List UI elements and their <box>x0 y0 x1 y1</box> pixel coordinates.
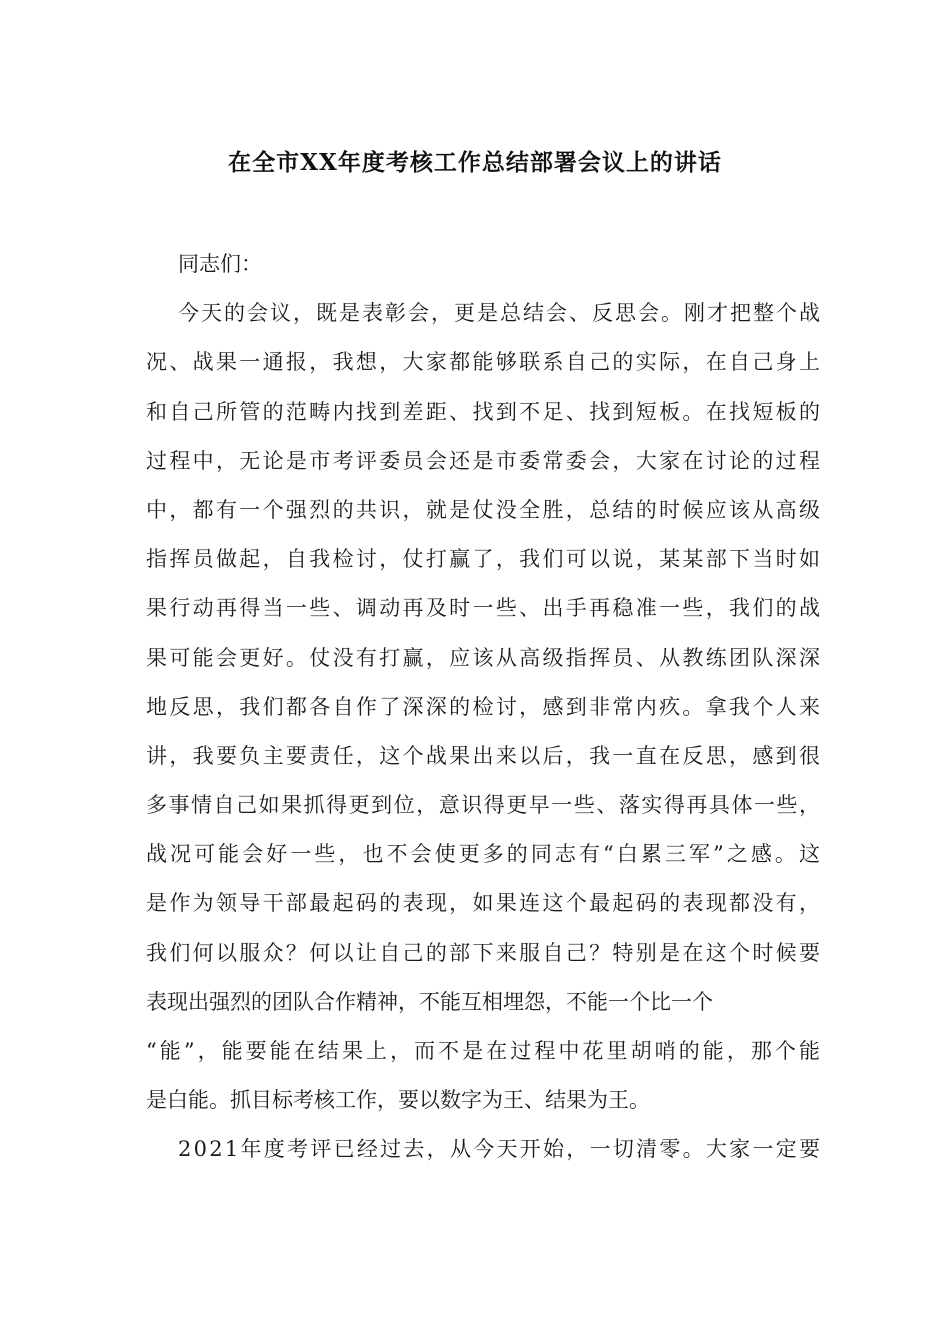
text-line: 果可能会更好。仗没有打赢，应该从高级指挥员、从教练团队深深 <box>146 645 823 670</box>
text-line: 表现出强烈的团队合作精神，不能互相埋怨，不能一个比一个 <box>146 989 713 1014</box>
document-body <box>146 240 824 1175</box>
text-line: 我们何以服众？何以让自己的部下来服自己？特别是在这个时候要 <box>146 940 823 965</box>
text-line: 是白能。抓目标考核工作，要以数字为王、结果为王。 <box>146 1088 650 1113</box>
text-line: 2021年度考评已经过去，从今天开始，一切清零。大家一定要 <box>178 1137 823 1162</box>
text-line: 同志们： <box>178 252 262 276</box>
text-line: 今天的会议，既是表彰会，更是总结会、反思会。刚才把整个战 <box>178 301 822 326</box>
text-line: 地反思，我们都各自作了深深的检讨，感到非常内疚。拿我个人来 <box>146 694 823 719</box>
text-line: 讲，我要负主要责任，这个战果出来以后，我一直在反思，感到很 <box>146 743 823 768</box>
text-line: 过程中，无论是市考评委员会还是市委常委会，大家在讨论的过程 <box>146 448 823 473</box>
text-line: 战况可能会好一些，也不会使更多的同志有“白累三军”之感。这 <box>146 842 824 867</box>
text-line: 果行动再得当一些、调动再及时一些、出手再稳准一些，我们的战 <box>146 596 823 621</box>
text-line: “能”，能要能在结果上，而不是在过程中花里胡哨的能，那个能 <box>146 1039 824 1063</box>
text-line: 多事情自己如果抓得更到位，意识得更早一些、落实得再具体一些， <box>146 793 822 818</box>
text-line: 况、战果一通报，我想，大家都能够联系自己的实际，在自己身上 <box>146 350 823 375</box>
document-title: 在全市XX年度考核工作总结部署会议上的讲话 <box>228 149 722 176</box>
text-line: 是作为领导干部最起码的表现，如果连这个最起码的表现都没有， <box>146 891 823 916</box>
text-line: 指挥员做起，自我检讨，仗打赢了，我们可以说，某某部下当时如 <box>146 547 823 572</box>
text-line: 和自己所管的范畴内找到差距、找到不足、找到短板。在找短板的 <box>146 399 823 424</box>
text-line: 中，都有一个强烈的共识，就是仗没全胜，总结的时候应该从高级 <box>146 497 823 522</box>
